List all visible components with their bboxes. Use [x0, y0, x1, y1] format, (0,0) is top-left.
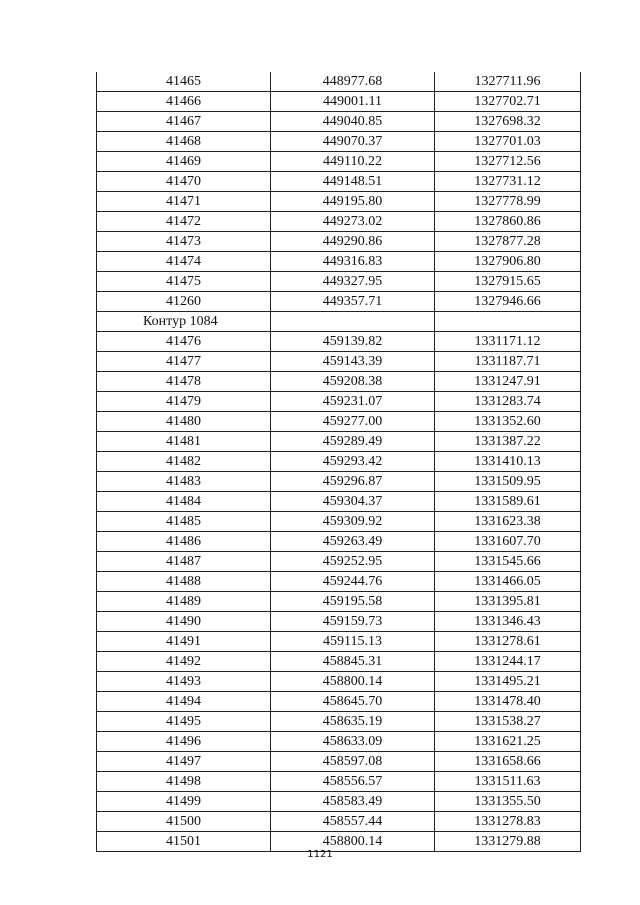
table-row: [97, 372, 581, 392]
x-coordinate-cell: 458583.49: [271, 792, 435, 812]
y-coordinate-cell: 1327946.66: [435, 292, 581, 312]
table-row: [97, 332, 581, 352]
x-coordinate-cell: 449040.85: [271, 112, 435, 132]
x-coordinate-cell: 458597.08: [271, 752, 435, 772]
table-row: [97, 352, 581, 372]
y-coordinate-cell: 1331244.17: [435, 652, 581, 672]
table-row: [97, 292, 581, 312]
point-number-cell: 41465: [97, 72, 271, 92]
point-number-cell: 41495: [97, 712, 271, 732]
y-coordinate-cell: 1331538.27: [435, 712, 581, 732]
point-number-cell: 41468: [97, 132, 271, 152]
point-number-cell: 41479: [97, 392, 271, 412]
x-coordinate-cell: 459296.87: [271, 472, 435, 492]
coordinates-table: [96, 72, 581, 852]
table-row: [97, 512, 581, 532]
y-coordinate-cell: 1327860.86: [435, 212, 581, 232]
x-coordinate-cell: 458800.14: [271, 832, 435, 852]
x-coordinate-cell: 459244.76: [271, 572, 435, 592]
x-coordinate-cell: 459143.39: [271, 352, 435, 372]
point-number-cell: 41260: [97, 292, 271, 312]
y-coordinate-cell: 1327877.28: [435, 232, 581, 252]
point-number-cell: 41484: [97, 492, 271, 512]
table-row: [97, 72, 581, 92]
point-number-cell: 41489: [97, 592, 271, 612]
y-coordinate-cell: 1331495.21: [435, 672, 581, 692]
y-coordinate-cell: 1327702.71: [435, 92, 581, 112]
point-number-cell: 41494: [97, 692, 271, 712]
point-number-cell: 41472: [97, 212, 271, 232]
y-coordinate-cell: 1331545.66: [435, 552, 581, 572]
point-number-cell: 41496: [97, 732, 271, 752]
y-coordinate-cell: 1331509.95: [435, 472, 581, 492]
empty-cell: [271, 312, 435, 332]
y-coordinate-cell: 1327712.56: [435, 152, 581, 172]
x-coordinate-cell: 449148.51: [271, 172, 435, 192]
point-number-cell: 41475: [97, 272, 271, 292]
empty-cell: [435, 312, 581, 332]
point-number-cell: 41467: [97, 112, 271, 132]
x-coordinate-cell: 458557.44: [271, 812, 435, 832]
x-coordinate-cell: 459293.42: [271, 452, 435, 472]
x-coordinate-cell: 449273.02: [271, 212, 435, 232]
contour-header-row: [97, 312, 581, 332]
y-coordinate-cell: 1331278.61: [435, 632, 581, 652]
y-coordinate-cell: 1331395.81: [435, 592, 581, 612]
point-number-cell: 41471: [97, 192, 271, 212]
table-row: [97, 272, 581, 292]
point-number-cell: 41478: [97, 372, 271, 392]
x-coordinate-cell: 459195.58: [271, 592, 435, 612]
x-coordinate-cell: 448977.68: [271, 72, 435, 92]
point-number-cell: 41501: [97, 832, 271, 852]
table-row: [97, 632, 581, 652]
x-coordinate-cell: 459231.07: [271, 392, 435, 412]
y-coordinate-cell: 1331346.43: [435, 612, 581, 632]
point-number-cell: 41480: [97, 412, 271, 432]
x-coordinate-cell: 449001.11: [271, 92, 435, 112]
x-coordinate-cell: 458800.14: [271, 672, 435, 692]
table-row: [97, 672, 581, 692]
table-row: [97, 712, 581, 732]
x-coordinate-cell: 459159.73: [271, 612, 435, 632]
point-number-cell: 41482: [97, 452, 271, 472]
x-coordinate-cell: 459252.95: [271, 552, 435, 572]
x-coordinate-cell: 449290.86: [271, 232, 435, 252]
point-number-cell: 41485: [97, 512, 271, 532]
x-coordinate-cell: 459115.13: [271, 632, 435, 652]
table-row: [97, 752, 581, 772]
page-number: 1121: [307, 849, 333, 860]
x-coordinate-cell: 459263.49: [271, 532, 435, 552]
point-number-cell: 41483: [97, 472, 271, 492]
y-coordinate-cell: 1331466.05: [435, 572, 581, 592]
table-row: [97, 112, 581, 132]
table-row: [97, 532, 581, 552]
y-coordinate-cell: 1331589.61: [435, 492, 581, 512]
x-coordinate-cell: 458845.31: [271, 652, 435, 672]
x-coordinate-cell: 449195.80: [271, 192, 435, 212]
table-row: [97, 592, 581, 612]
table-row: [97, 612, 581, 632]
y-coordinate-cell: 1327701.03: [435, 132, 581, 152]
x-coordinate-cell: 459289.49: [271, 432, 435, 452]
x-coordinate-cell: 449110.22: [271, 152, 435, 172]
table-row: [97, 732, 581, 752]
point-number-cell: 41476: [97, 332, 271, 352]
x-coordinate-cell: 459309.92: [271, 512, 435, 532]
x-coordinate-cell: 449327.95: [271, 272, 435, 292]
point-number-cell: 41466: [97, 92, 271, 112]
y-coordinate-cell: 1331247.91: [435, 372, 581, 392]
x-coordinate-cell: 459139.82: [271, 332, 435, 352]
table-row: [97, 412, 581, 432]
point-number-cell: 41474: [97, 252, 271, 272]
x-coordinate-cell: 458645.70: [271, 692, 435, 712]
point-number-cell: 41497: [97, 752, 271, 772]
table-row: [97, 432, 581, 452]
point-number-cell: 41493: [97, 672, 271, 692]
point-number-cell: 41499: [97, 792, 271, 812]
point-number-cell: 41473: [97, 232, 271, 252]
table-row: [97, 652, 581, 672]
y-coordinate-cell: 1331283.74: [435, 392, 581, 412]
point-number-cell: 41481: [97, 432, 271, 452]
x-coordinate-cell: 449316.83: [271, 252, 435, 272]
y-coordinate-cell: 1331387.22: [435, 432, 581, 452]
y-coordinate-cell: 1331279.88: [435, 832, 581, 852]
y-coordinate-cell: 1331621.25: [435, 732, 581, 752]
x-coordinate-cell: 449357.71: [271, 292, 435, 312]
x-coordinate-cell: 459208.38: [271, 372, 435, 392]
point-number-cell: 41490: [97, 612, 271, 632]
y-coordinate-cell: 1331352.60: [435, 412, 581, 432]
table-row: [97, 212, 581, 232]
x-coordinate-cell: 449070.37: [271, 132, 435, 152]
y-coordinate-cell: 1327915.65: [435, 272, 581, 292]
table-row: [97, 152, 581, 172]
table-row: [97, 552, 581, 572]
table-row: [97, 172, 581, 192]
point-number-cell: 41486: [97, 532, 271, 552]
table-row: [97, 92, 581, 112]
y-coordinate-cell: 1331410.13: [435, 452, 581, 472]
y-coordinate-cell: 1331607.70: [435, 532, 581, 552]
y-coordinate-cell: 1331187.71: [435, 352, 581, 372]
y-coordinate-cell: 1331171.12: [435, 332, 581, 352]
x-coordinate-cell: 459304.37: [271, 492, 435, 512]
contour-label: Контур 1084: [97, 312, 271, 332]
x-coordinate-cell: 459277.00: [271, 412, 435, 432]
x-coordinate-cell: 458556.57: [271, 772, 435, 792]
table-row: [97, 392, 581, 412]
point-number-cell: 41492: [97, 652, 271, 672]
point-number-cell: 41498: [97, 772, 271, 792]
table-row: [97, 492, 581, 512]
table-row: [97, 572, 581, 592]
point-number-cell: 41469: [97, 152, 271, 172]
point-number-cell: 41470: [97, 172, 271, 192]
point-number-cell: 41487: [97, 552, 271, 572]
y-coordinate-cell: 1327778.99: [435, 192, 581, 212]
table-row: [97, 472, 581, 492]
table-row: [97, 812, 581, 832]
table-row: [97, 232, 581, 252]
y-coordinate-cell: 1327731.12: [435, 172, 581, 192]
table-row: [97, 132, 581, 152]
y-coordinate-cell: 1331355.50: [435, 792, 581, 812]
y-coordinate-cell: 1331511.63: [435, 772, 581, 792]
y-coordinate-cell: 1331658.66: [435, 752, 581, 772]
y-coordinate-cell: 1327698.32: [435, 112, 581, 132]
point-number-cell: 41488: [97, 572, 271, 592]
table-row: [97, 452, 581, 472]
table-row: [97, 772, 581, 792]
table-row: [97, 252, 581, 272]
table-row: [97, 792, 581, 812]
y-coordinate-cell: 1327906.80: [435, 252, 581, 272]
point-number-cell: 41491: [97, 632, 271, 652]
point-number-cell: 41477: [97, 352, 271, 372]
x-coordinate-cell: 458633.09: [271, 732, 435, 752]
point-number-cell: 41500: [97, 812, 271, 832]
y-coordinate-cell: 1331623.38: [435, 512, 581, 532]
y-coordinate-cell: 1327711.96: [435, 72, 581, 92]
table-row: [97, 692, 581, 712]
y-coordinate-cell: 1331278.83: [435, 812, 581, 832]
table-row: [97, 192, 581, 212]
coordinates-table-body: [97, 72, 581, 852]
y-coordinate-cell: 1331478.40: [435, 692, 581, 712]
x-coordinate-cell: 458635.19: [271, 712, 435, 732]
